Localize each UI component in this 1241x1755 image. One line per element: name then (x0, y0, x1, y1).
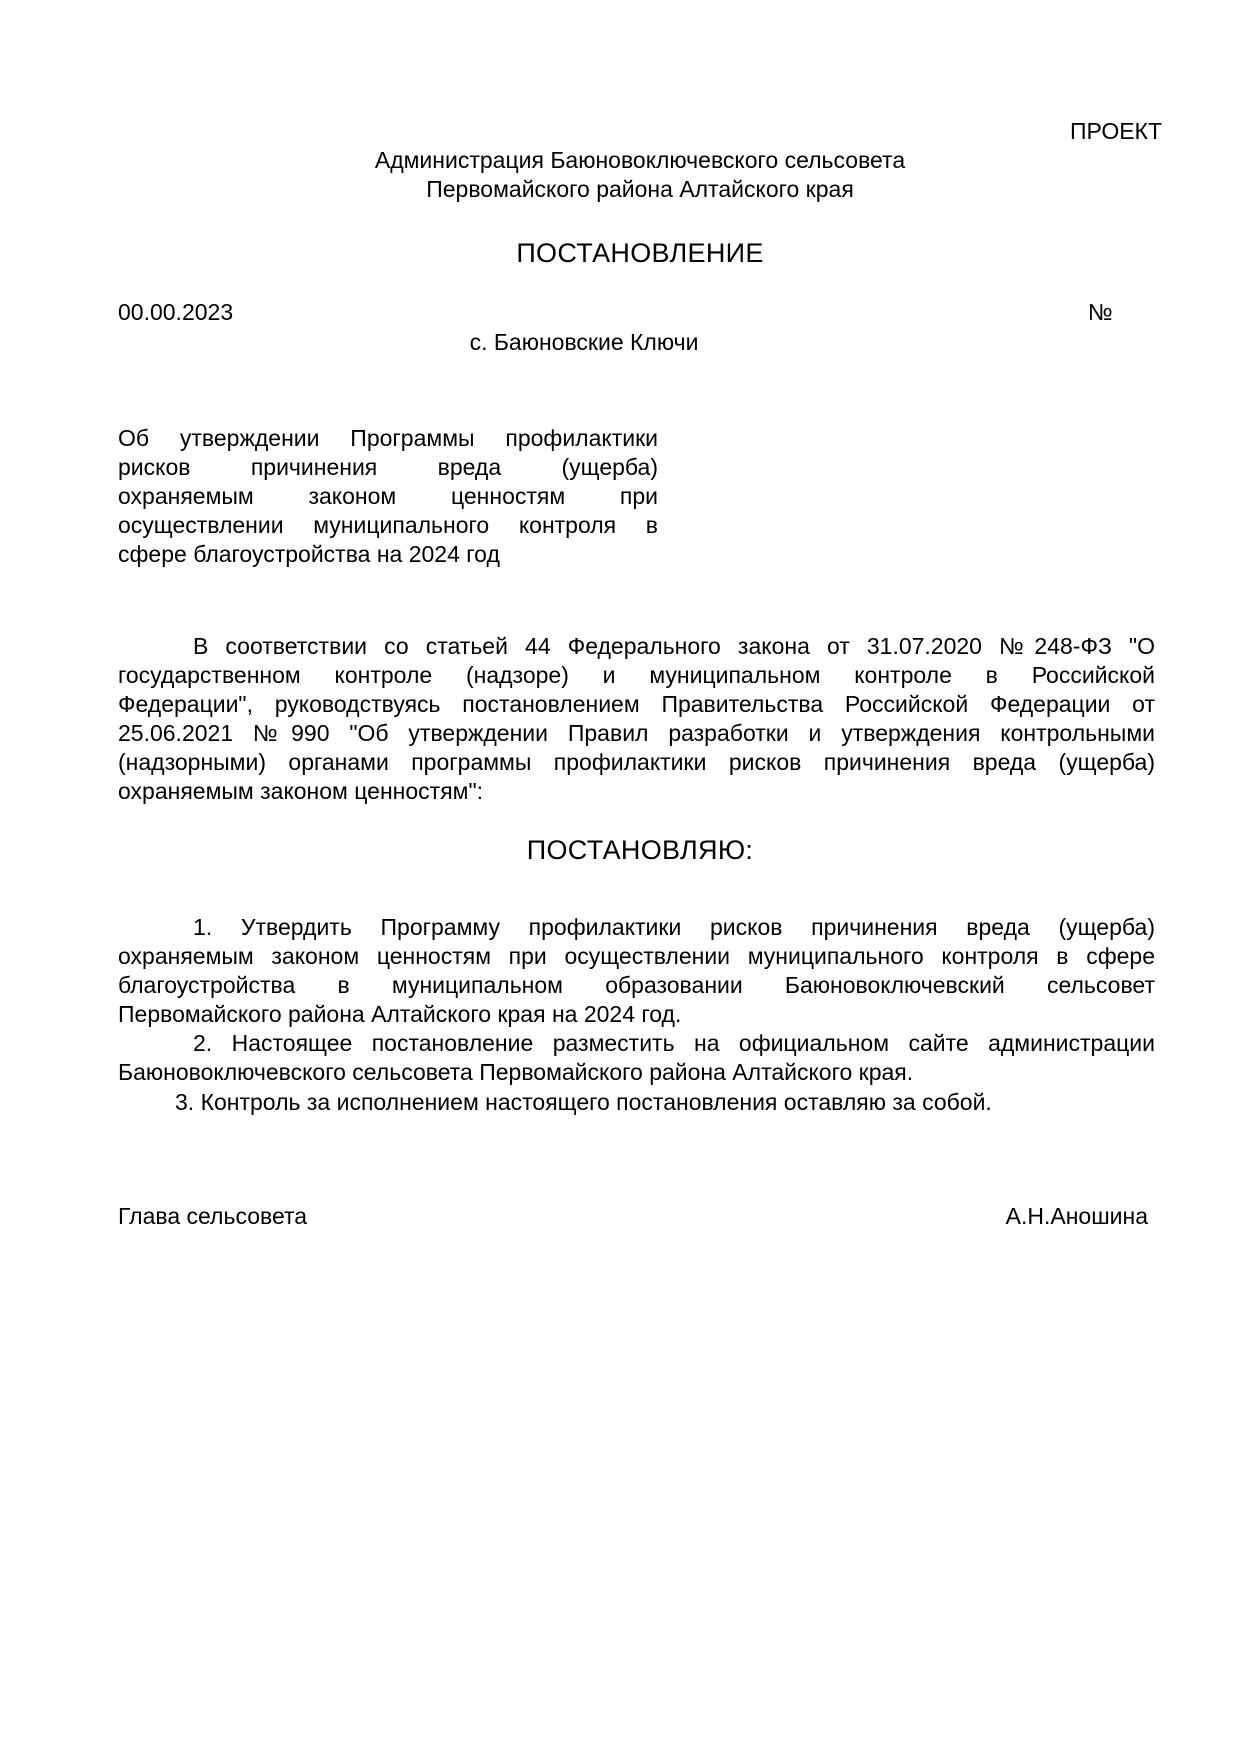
item-line: благоустройства в муниципальном образовании Баюновоключевский сельсовет (118, 972, 1155, 998)
preamble-line: 25.06.2021 №990 "Об утверждении Правил разработки и утверждения контрольными (118, 720, 1155, 746)
subject-line: охраняемым законом ценностям при (118, 483, 658, 509)
signer-position: Глава сельсовета (118, 1203, 308, 1229)
item-line: 2. Настоящее постановление разместить на официальном сайте администрации (193, 1030, 1155, 1056)
decree-heading: ПОСТАНОВЛЯЮ: (526, 835, 754, 865)
decree-item-1 (118, 913, 1155, 1029)
document-place: с. Баюновские Ключи (469, 329, 699, 355)
subject-line: Об утверждении Программы профилактики (118, 425, 658, 451)
item-line: охраняемым законом ценностям при осуществлении муниципального контроля в сфере (118, 943, 1155, 969)
subject-line: сфере благоустройства на 2024 год (118, 541, 500, 567)
draft-mark: ПРОЕКТ (1069, 118, 1162, 144)
item-line: Баюновоключевского сельсовета Первомайского района Алтайского края. (118, 1059, 914, 1085)
item-line: 3. Контроль за исполнением настоящего постановления оставляю за собой. (175, 1089, 992, 1115)
document-number-label: № (1088, 299, 1113, 325)
preamble-line: (надзорными) органами программы профилактики рисков причинения вреда (ущерба) (118, 749, 1155, 775)
preamble-line: Федерации", руководствуясь постановлением Правительства Российской Федерации от (118, 691, 1155, 717)
document-subject (118, 424, 658, 569)
preamble-line: В соответствии со статьей 44 Федерального закона от 31.07.2020 №248-ФЗ "О (193, 633, 1155, 659)
subject-line: осуществлении муниципального контроля в (118, 512, 658, 538)
preamble-line: охраняемым законом ценностям": (118, 778, 484, 804)
document-type-title: ПОСТАНОВЛЕНИЕ (516, 238, 764, 268)
item-line: Первомайского района Алтайского края на 2024 год. (118, 1001, 682, 1027)
decree-item-3 (175, 1088, 1155, 1117)
document-date: 00.00.2023 (118, 299, 234, 325)
preamble-line: государственном контроле (надзоре) и муниципальном контроле в Российской (118, 662, 1155, 688)
subject-line: рисков причинения вреда (ущерба) (118, 454, 658, 480)
organization-name-line-1: Администрация Баюновоключевского сельсовета (374, 147, 906, 173)
signer-name: А.Н.Аношина (1005, 1203, 1148, 1229)
decree-item-2 (118, 1029, 1155, 1087)
item-line: 1. Утвердить Программу профилактики рисков причинения вреда (ущерба) (193, 914, 1155, 940)
organization-name-line-2: Первомайского района Алтайского края (426, 176, 854, 202)
preamble-paragraph (118, 632, 1155, 806)
